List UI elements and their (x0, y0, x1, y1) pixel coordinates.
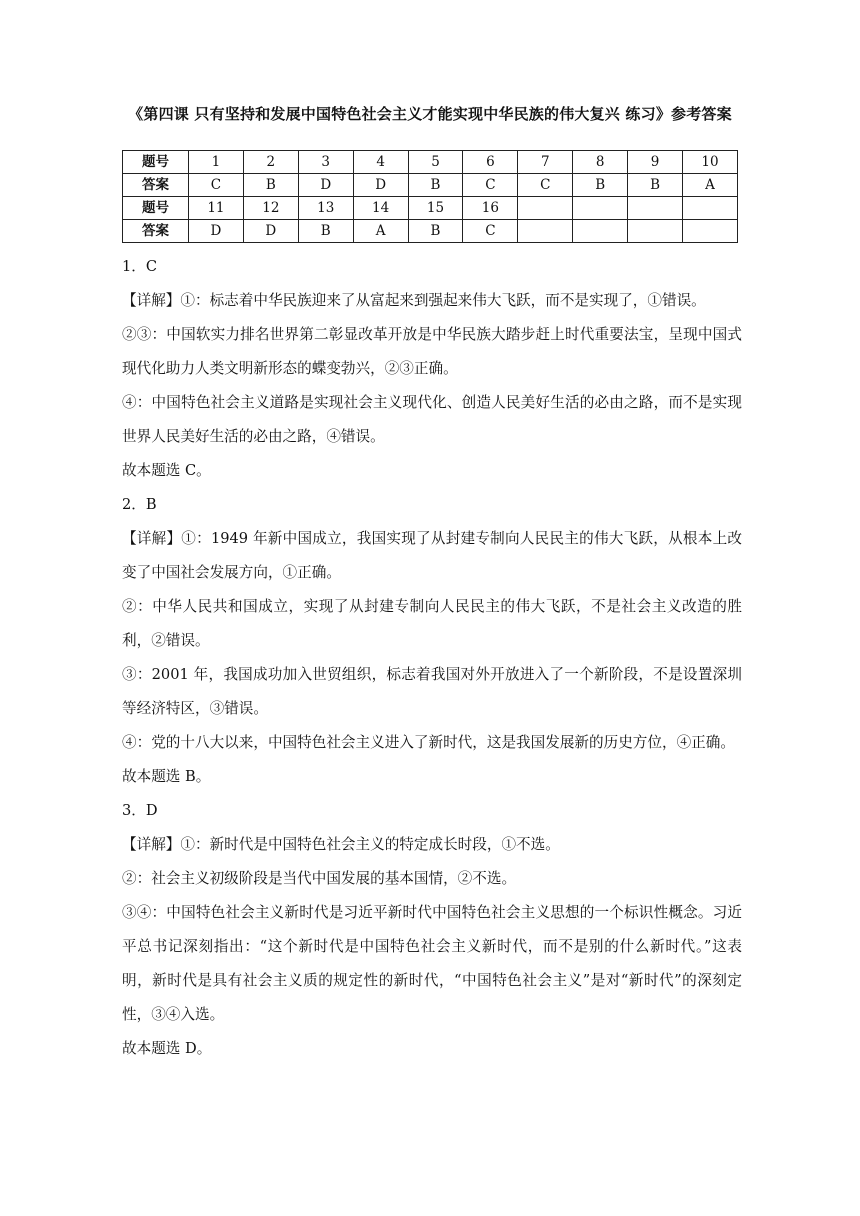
table-cell: B (408, 220, 463, 243)
explanation-paragraph: ②③：中国软实力排名世界第二彰显改革开放是中华民族大踏步赶上时代重要法宝，呈现中国式现代化助力人类文明新形态的蝶变勃兴，②③正确。 (122, 326, 742, 377)
explanation-paragraph: 故本题选 B。 (122, 768, 211, 785)
table-cell: 10 (683, 151, 738, 174)
row-label: 题号 (123, 197, 189, 220)
table-cell (683, 197, 738, 220)
answer-table (122, 150, 738, 243)
explanation-paragraph: 【详解】①：标志着中华民族迎来了从富起来到强起来伟大飞跃，而不是实现了，①错误。 (122, 292, 706, 309)
table-cell (628, 197, 683, 220)
table-cell: D (298, 174, 353, 197)
question-heading: 3．D (122, 802, 158, 819)
explanation-paragraph: ③：2001 年，我国成功加入世贸组织，标志着我国对外开放进入了一个新阶段，不是设置深圳等经济特区，③错误。 (122, 666, 742, 717)
table-cell: C (463, 220, 518, 243)
table-cell: 13 (298, 197, 353, 220)
explanation-paragraph: ②：社会主义初级阶段是当代中国发展的基本国情，②不选。 (122, 870, 517, 887)
explanation-paragraph: ②：中华人民共和国成立，实现了从封建专制向人民民主的伟大飞跃，不是社会主义改造的胜利，②错误。 (122, 598, 742, 649)
table-cell: 14 (353, 197, 408, 220)
answer-table-row (123, 151, 738, 174)
table-cell: 2 (243, 151, 298, 174)
table-cell (573, 220, 628, 243)
table-cell (628, 220, 683, 243)
answer-table-row (123, 220, 738, 243)
explanation-paragraph: 【详解】①：新时代是中国特色社会主义的特定成长时段，①不选。 (122, 836, 560, 853)
table-cell: C (518, 174, 573, 197)
explanation-paragraph: 【详解】①：1949 年新中国成立，我国实现了从封建专制向人民民主的伟大飞跃，从根本上改变了中国社会发展方向，①正确。 (122, 530, 742, 581)
table-cell: B (243, 174, 298, 197)
question-heading: 2．B (122, 496, 157, 513)
table-cell: 1 (189, 151, 244, 174)
explanation-paragraph: 故本题选 D。 (122, 1040, 212, 1057)
row-label: 题号 (123, 151, 189, 174)
table-cell: 8 (573, 151, 628, 174)
table-cell: D (189, 220, 244, 243)
table-cell (518, 197, 573, 220)
table-cell: B (573, 174, 628, 197)
table-cell: A (353, 220, 408, 243)
table-cell: B (628, 174, 683, 197)
answer-explanations (122, 250, 742, 1066)
table-cell (683, 220, 738, 243)
table-cell: 12 (243, 197, 298, 220)
table-cell: C (463, 174, 518, 197)
page-title: 《第四课 只有坚持和发展中国特色社会主义才能实现中华民族的伟大复兴 练习》参考答案 (128, 105, 732, 123)
table-cell: 4 (353, 151, 408, 174)
table-cell: 3 (298, 151, 353, 174)
question-heading: 1．C (122, 258, 158, 275)
table-cell: A (683, 174, 738, 197)
answer-table-row (123, 174, 738, 197)
explanation-paragraph: ④：党的十八大以来，中国特色社会主义进入了新时代，这是我国发展新的历史方位，④正确。 (122, 734, 735, 751)
table-cell: 7 (518, 151, 573, 174)
table-cell: 11 (189, 197, 244, 220)
row-label: 答案 (123, 174, 189, 197)
table-cell: 16 (463, 197, 518, 220)
table-cell: C (189, 174, 244, 197)
table-cell (518, 220, 573, 243)
row-label: 答案 (123, 220, 189, 243)
answer-table-row (123, 197, 738, 220)
table-cell: 9 (628, 151, 683, 174)
table-cell: 15 (408, 197, 463, 220)
explanation-paragraph: ③④：中国特色社会主义新时代是习近平新时代中国特色社会主义思想的一个标识性概念。习近平总书记深刻指出：“这个新时代是中国特色社会主义新时代，而不是别的什么新时代。”这表明，新时代是具有社会主义质的规定性的新时代，“中国特色社会主义”是对“新时代”的深刻定性，③④入选。 (122, 904, 742, 1023)
explanation-paragraph: 故本题选 C。 (122, 462, 211, 479)
table-cell: B (298, 220, 353, 243)
explanation-paragraph: ④：中国特色社会主义道路是实现社会主义现代化、创造人民美好生活的必由之路，而不是实现世界人民美好生活的必由之路，④错误。 (122, 394, 742, 445)
table-cell: B (408, 174, 463, 197)
table-cell: 5 (408, 151, 463, 174)
table-cell (573, 197, 628, 220)
table-cell: D (243, 220, 298, 243)
table-cell: D (353, 174, 408, 197)
table-cell: 6 (463, 151, 518, 174)
